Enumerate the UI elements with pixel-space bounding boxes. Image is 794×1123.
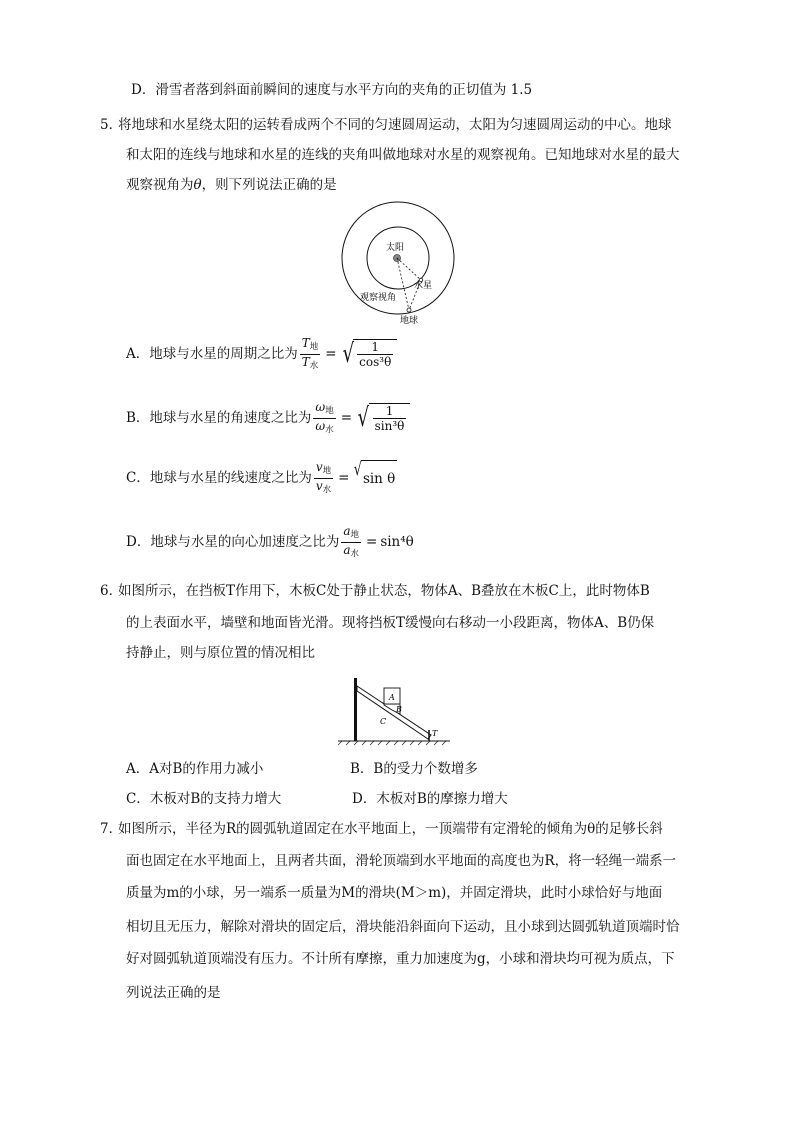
q5-number: 5． — [100, 117, 123, 133]
q5-option-a: A．地球与水星的周期之比为 $\frac{T_地}{T_水}$ = √ $\frac{1}{\text{cos³θ}}$ — [126, 334, 397, 374]
orbit-figure — [330, 200, 470, 330]
q5-option-c: C．地球与水星的线速度之比为 $\frac{v_地}{v_水}$ = √ sin θ — [126, 458, 396, 495]
q7-stem-line5: 好对圆弧轨道顶端没有压力。不计所有摩擦，重力加速度为g，小球和滑块均可视为质点，下 — [126, 951, 675, 967]
q6-number: 6． — [100, 583, 123, 599]
mercury-label: 水星 — [414, 281, 433, 291]
q5-option-d: D．地球与水星的向心加速度之比为 $\frac{a_地}{a_水}$ = sin⁴θ — [126, 523, 414, 559]
label-a: A — [389, 693, 395, 702]
q5-stem-line2: 和太阳的连线与地球和水星的连线的夹角叫做地球对水星的观察视角。已知地球对水星的最大 — [126, 147, 680, 163]
q6-option-d: D．木板对B的摩擦力增大 — [352, 791, 508, 807]
q6-option-c: C．木板对B的支持力增大 — [126, 791, 282, 807]
sun-label: 太阳 — [386, 243, 405, 253]
q6-stem-line3: 持静止，则与原位置的情况相比 — [126, 645, 315, 661]
q5-stem-line1: 将地球和水星绕太阳的运转看成两个不同的匀速圆周运动，太阳为匀速圆周运动的中心。地球 — [118, 117, 672, 133]
q7-stem-line2: 面也固定在水平地面上，且两者共面，滑轮顶端到水平地面的高度也为R，将一轻绳一端系一 — [126, 853, 677, 869]
q7-stem-line1: 如图所示，半径为R的圆弧轨道固定在水平地面上，一顶端带有定滑轮的倾角为θ的足够长斜 — [118, 821, 663, 837]
angle-label: 观察视角 — [360, 293, 397, 303]
board-figure — [338, 676, 458, 748]
q6-option-b: B．B的受力个数增多 — [350, 761, 478, 777]
label-b: B — [396, 705, 402, 714]
q7-stem-line6: 列说法正确的是 — [126, 985, 221, 1001]
q6-option-a: A．A对B的作用力减小 — [126, 761, 264, 777]
q6-stem-line2: 的上表面水平，墙壁和地面皆光滑。现将挡板T缓慢向右移动一小段距离，物体A、B仍保 — [126, 615, 655, 631]
earth-label: 地球 — [400, 316, 419, 326]
label-t: T — [432, 729, 438, 738]
label-c: C — [380, 717, 387, 726]
q7-number: 7． — [100, 821, 123, 837]
q7-stem-line4: 相切且无压力，解除对滑块的固定后，滑块能沿斜面向下运动，且小球到达圆弧轨道顶端时恰 — [126, 919, 680, 935]
q4-option-d: D．滑雪者落到斜面前瞬间的速度与水平方向的夹角的正切值为 1.5 — [131, 82, 533, 98]
q7-stem-line3: 质量为m的小球，另一端系一质量为M的滑块(M＞m)，并固定滑块，此时小球恰好与地面 — [126, 885, 663, 901]
earth-icon — [407, 308, 411, 312]
q6-stem-line1: 如图所示，在挡板T作用下，木板C处于静止状态，物体A、B叠放在木板C上，此时物体B — [118, 583, 650, 599]
q5-option-b: B．地球与水星的角速度之比为 $\frac{\omega_地}{\omega_水}$ = √ $\frac{1}{\text{sin³θ}}$ — [126, 398, 410, 438]
q5-stem-line3: 观察视角为θ，则下列说法正确的是 — [126, 177, 337, 193]
